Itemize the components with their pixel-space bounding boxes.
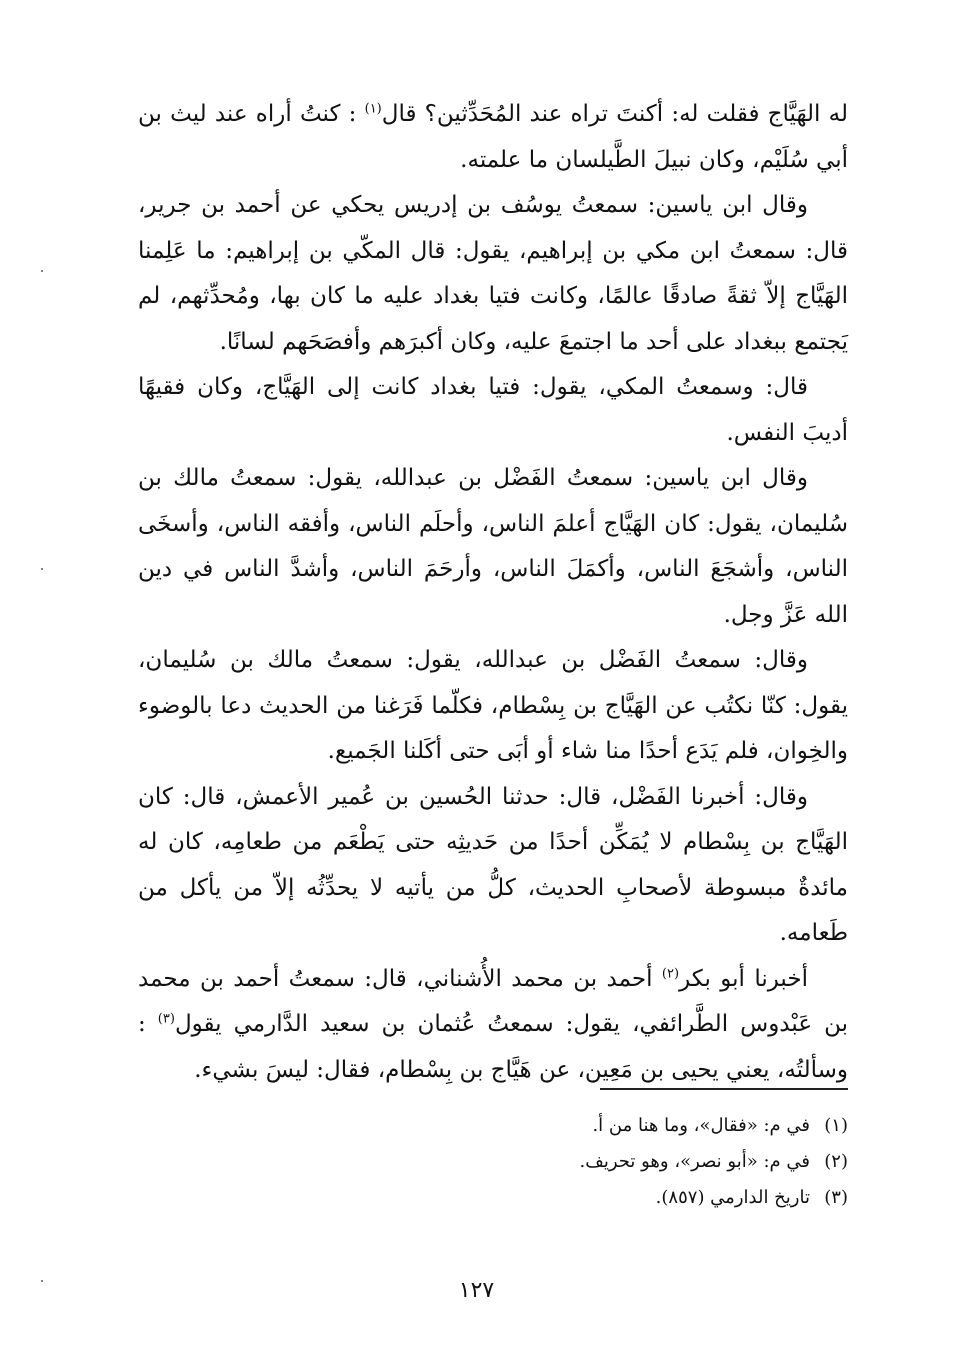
footnote-separator [600,1088,848,1090]
paragraph: وقال: أخبرنا الفَضْل، قال: حدثنا الحُسين بن عُمير الأعمش، قال: كان الهَيَّاج بن بِسْطام لا يُمَكِّن أحدًا من حَديثِه حتى يَطْعَم من طعامِه، كان له مائدةٌ مبسوطة لأصحابِ الحديث، كلُّ من يأتيه لا يحدِّثُه إلاّ من يأكل من طَعامه. [138,783,848,946]
footnote [300,1180,848,1216]
paragraph: وقال ابن ياسين: سمعتُ الفَضْل بن عبدالله، يقول: سمعتُ مالك بن سُليمان، يقول: كان الهَيَّاج أعلمَ الناس، وأحلَم الناس، وأفقه الناس، وأسخَى الناس، وأشجَعَ الناس، وأكمَلَ الناس، وأرحَمَ الناس، وأشدَّ الناس في دين الله عَزَّ وجل. [138,465,848,628]
paragraph: أخبرنا أبو بكر$^{(٢)}$ أحمد بن محمد الأُشناني، قال: سمعتُ أحمد بن محمد بن عَبْدوس الطَّرائفي، يقول: سمعتُ عُثمان بن سعيد الدَّارمي يقول$^{(٣)}$ : وسألتُه، يعني يحيى بن مَعِين، عن هَيَّاج بن بِسْطام، فقال: ليسَ بشيء. [138,965,848,1083]
paragraph: وقال ابن ياسين: سمعتُ يوسُف بن إدريس يحكي عن أحمد بن جرير، قال: سمعتُ ابن مكي بن إبراهيم، يقول: قال المكّي بن إبراهيم: ما عَلِمنا الهَيَّاج إلاّ ثقةً صادقًا عالمًا، وكانت فتيا بغداد عليه ما كان بها، ومُحدِّثهم، لم يَجتمع ببغداد على أحد ما اجتمعَ عليه، وكان أكبرَهم وأفصَحَهم لسانًا. [138,192,848,355]
footnote-text: تاريخ الدارمي (٨٥٧). [655,1187,810,1208]
footnote-text: في م: «أبو نصر»، وهو تحريف. [579,1151,810,1172]
paragraph: وقال: سمعتُ الفَضْل بن عبدالله، يقول: سمعتُ مالك بن سُليمان، يقول: كنّا نكتُب عن الهَيَّاج بن بِسْطام، فكلّما فَرَغنا من الحديث دعا بالوضوء والخِوان، فلم يَدَع أحدًا منا شاء أو أبَى حتى أكَلنا الجَميع. [138,647,848,764]
footnote-marker: (٣) [157,1011,175,1027]
footnote [300,1144,848,1180]
footnote-marker: (١) [364,101,382,117]
footnote-marker: (٢) [661,965,680,981]
footnote [300,1108,848,1144]
main-text [138,92,848,1093]
footnotes [300,1108,848,1216]
scan-speck [41,270,43,272]
page-number: ١٢٧ [458,1278,495,1303]
paragraph: له الهَيَّاج فقلت له: أكنتَ تراه عند المُحَدِّثين؟ قال$^{(١)}$ : كنتُ أراه عند ليث بن أبي سُلَيْم، وكان نبيلَ الطَّيلسان ما علمته. [138,101,848,173]
footnote-number: (١) [824,1115,848,1136]
footnote-number: (٢) [824,1151,848,1172]
footnote-number: (٣) [824,1187,848,1208]
paragraph: قال: وسمعتُ المكي، يقول: فتيا بغداد كانت إلى الهَيَّاج، وكان فقيهًا أديبَ النفس. [138,374,848,446]
scan-speck [41,568,43,570]
footnote-text: في م: «فقال»، وما هنا من أ. [592,1115,810,1136]
scan-speck [41,1280,43,1282]
